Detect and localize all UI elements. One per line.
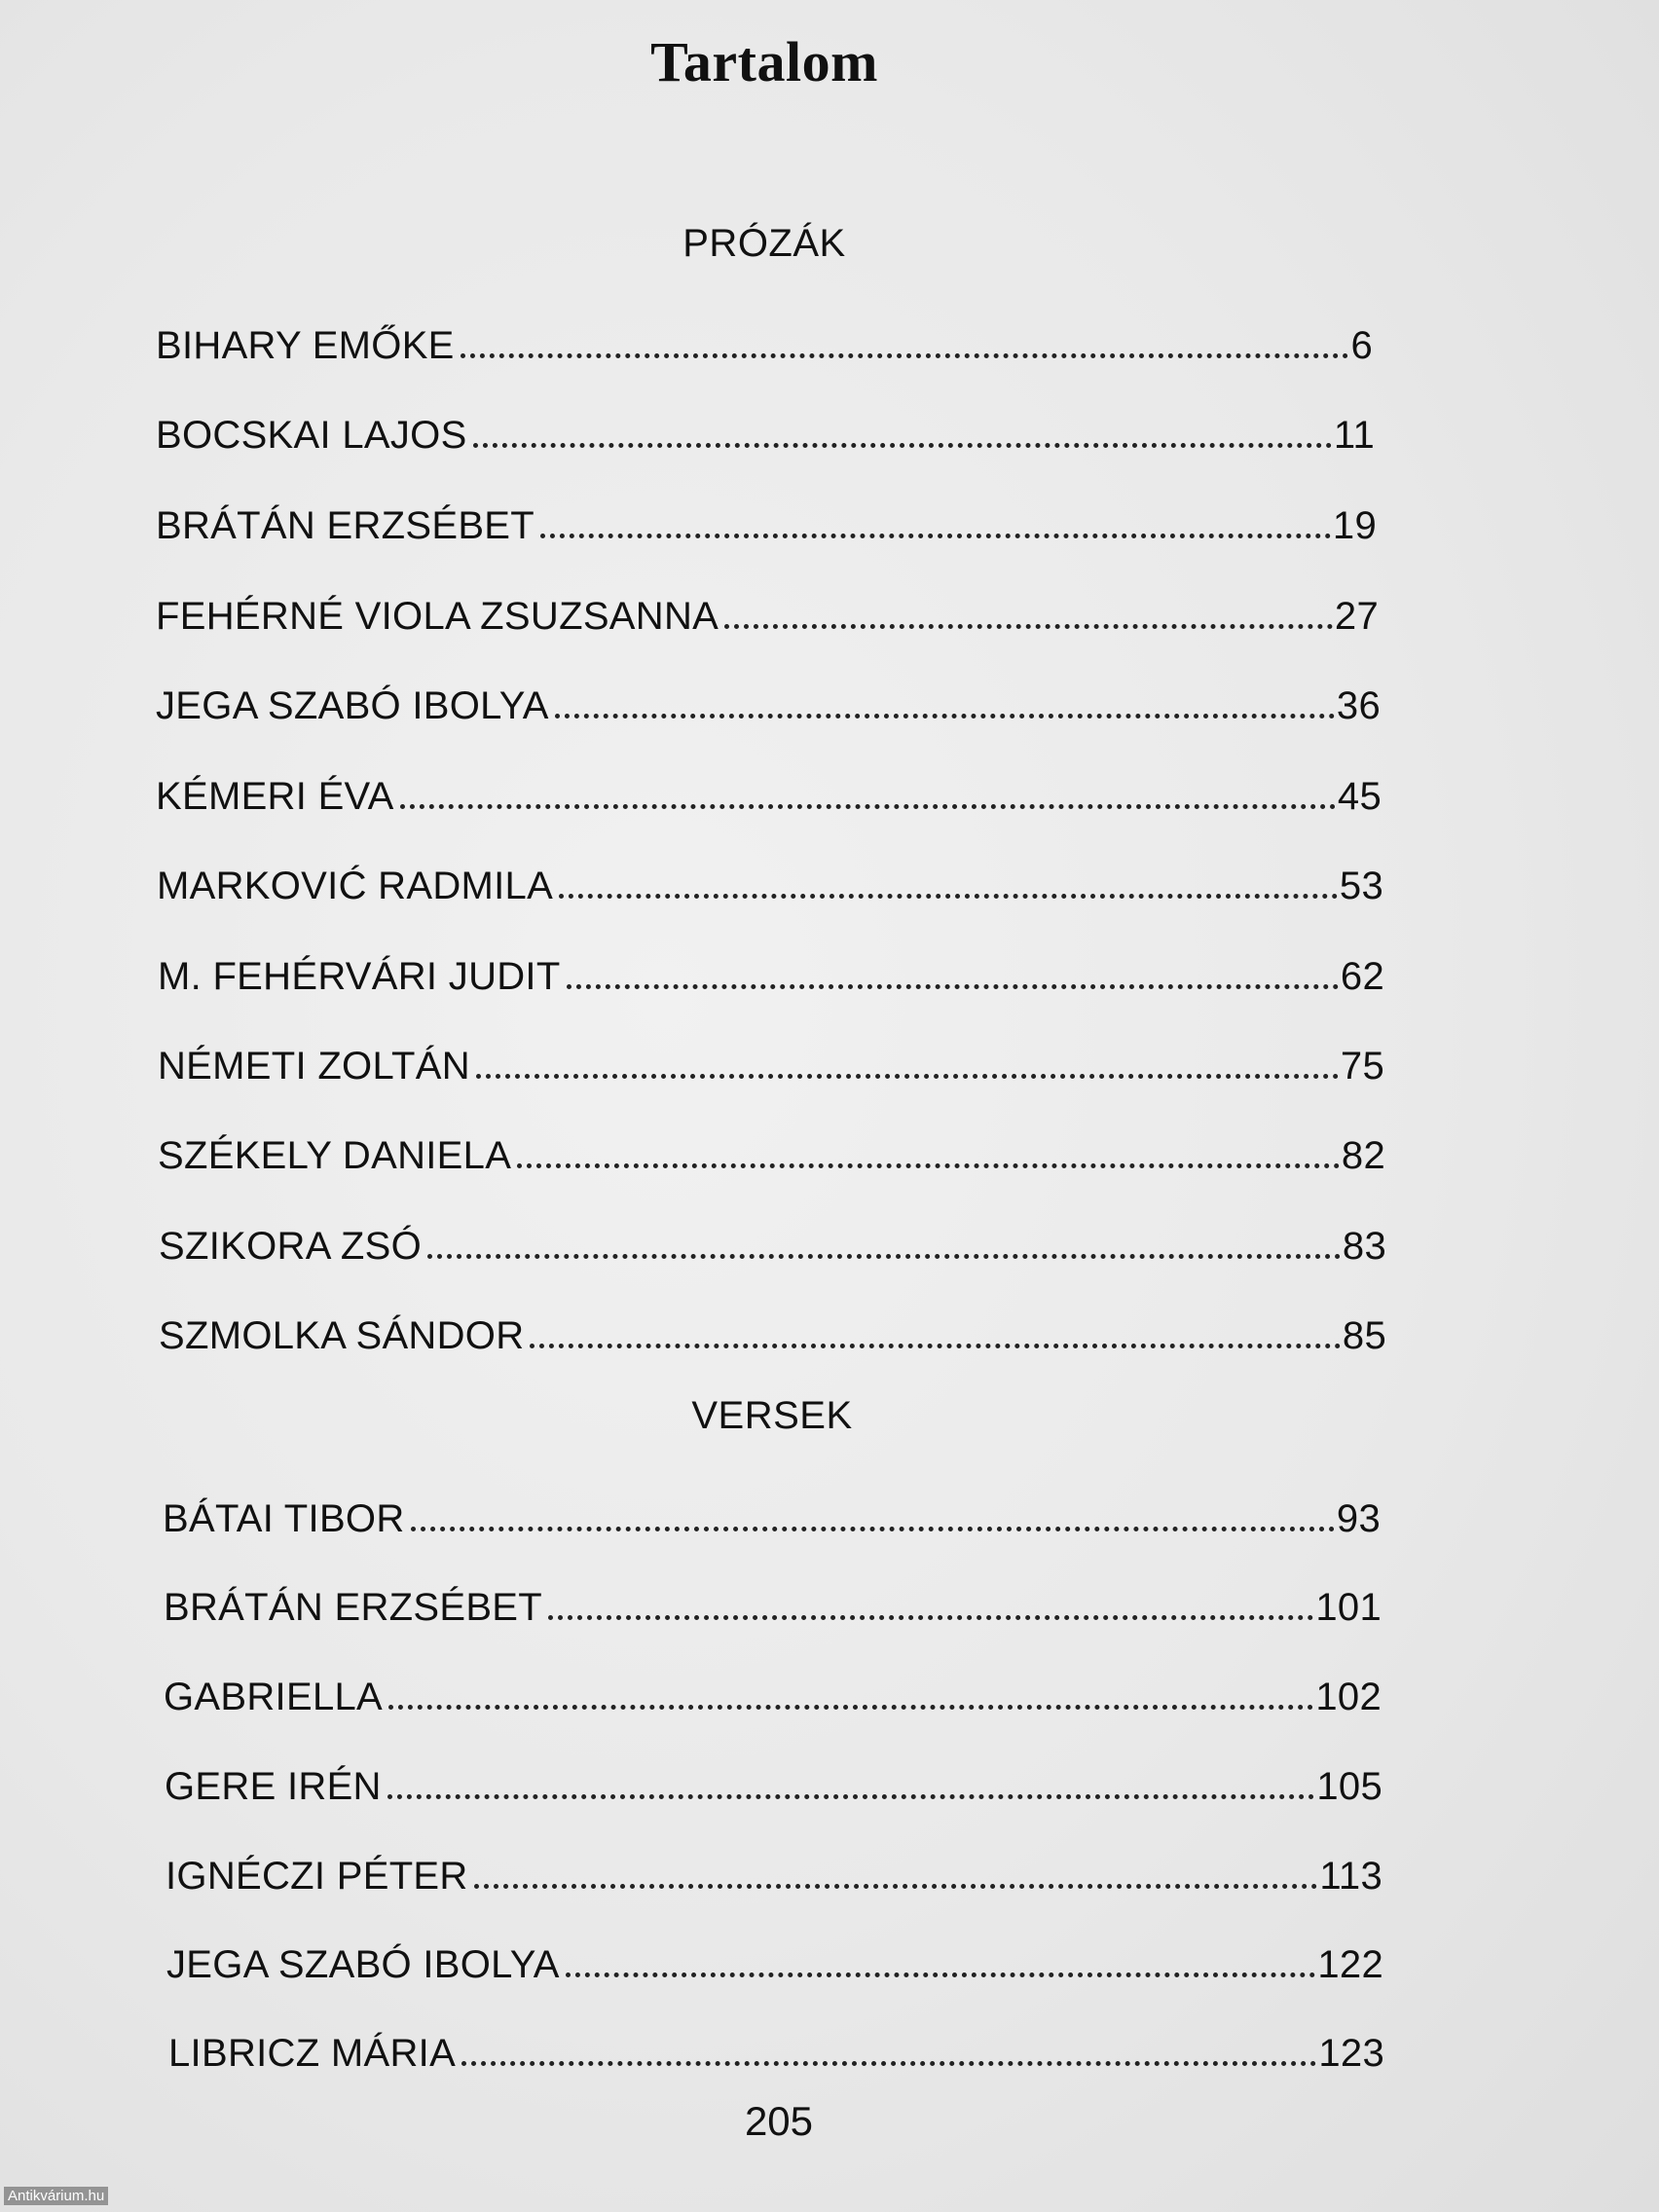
toc-entry-name: M. FEHÉRVÁRI JUDIT <box>158 955 561 998</box>
dot-leader <box>559 894 1338 899</box>
dot-leader <box>548 1615 1313 1620</box>
toc-entry-page: 83 <box>1342 1225 1386 1268</box>
toc-entry-page: 62 <box>1340 955 1384 998</box>
toc-entry-page: 11 <box>1333 414 1375 457</box>
toc-entry-page: 53 <box>1339 865 1383 907</box>
dot-leader <box>388 1705 1313 1710</box>
toc-entry-name: BRÁTÁN ERZSÉBET <box>164 1586 543 1629</box>
dot-leader <box>461 2061 1316 2066</box>
toc-entry-name: FEHÉRNÉ VIOLA ZSUZSANNA <box>156 595 719 638</box>
toc-entry-name: IGNÉCZI PÉTER <box>166 1855 468 1898</box>
toc-entry <box>166 1929 1383 1987</box>
dot-leader <box>473 443 1332 448</box>
toc-entry-name: JEGA SZABÓ IBOLYA <box>166 1943 560 1986</box>
toc-entry <box>159 1210 1386 1269</box>
toc-entry-page: 123 <box>1318 2032 1384 2075</box>
toc-entry-name: SZÉKELY DANIELA <box>158 1134 512 1177</box>
toc-entry-page: 105 <box>1316 1765 1382 1808</box>
toc-entry <box>165 1751 1382 1809</box>
toc-entry-name: JEGA SZABÓ IBOLYA <box>156 684 549 727</box>
toc-entry-name: BÁTAI TIBOR <box>163 1497 405 1540</box>
dot-leader <box>566 1972 1316 1977</box>
toc-entry-name: LIBRICZ MÁRIA <box>168 2032 457 2075</box>
toc-entry <box>156 580 1379 639</box>
section-heading-prozak: PRÓZÁK <box>682 222 846 265</box>
toc-entry-name: BIHARY EMŐKE <box>156 324 455 367</box>
toc-entry-page: 36 <box>1336 684 1381 727</box>
toc-entry-page: 93 <box>1336 1497 1381 1540</box>
toc-entry-page: 6 <box>1350 324 1373 367</box>
dot-leader <box>517 1163 1340 1168</box>
page-title: Tartalom <box>650 30 878 93</box>
toc-entry <box>156 490 1377 548</box>
toc-entry-name: BRÁTÁN ERZSÉBET <box>156 504 535 547</box>
toc-entry-page: 27 <box>1334 595 1379 638</box>
toc-entry-page: 101 <box>1315 1586 1382 1629</box>
toc-entry-name: GABRIELLA <box>164 1676 384 1718</box>
toc-entry-page: 85 <box>1342 1314 1386 1357</box>
dot-leader <box>476 1074 1339 1079</box>
dot-leader <box>474 1884 1318 1889</box>
toc-entry-name: GERE IRÉN <box>165 1765 382 1808</box>
toc-entry-page: 122 <box>1317 1943 1383 1986</box>
toc-entry <box>158 1030 1384 1088</box>
toc-entry-page: 113 <box>1319 1855 1382 1898</box>
watermark: Antikvárium.hu <box>4 2187 108 2205</box>
toc-entry <box>158 940 1384 999</box>
toc-entry-page: 75 <box>1340 1045 1384 1088</box>
dot-leader <box>567 984 1339 989</box>
toc-entry <box>157 850 1383 908</box>
section-heading-versek: VERSEK <box>691 1394 853 1437</box>
toc-entry <box>164 1661 1382 1719</box>
dot-leader <box>461 353 1349 358</box>
toc-entry <box>168 2017 1384 2076</box>
toc-entry <box>158 1120 1385 1178</box>
toc-entry <box>163 1483 1381 1541</box>
toc-entry-page: 102 <box>1315 1676 1382 1718</box>
dot-leader <box>540 534 1331 538</box>
toc-entry-page: 19 <box>1332 504 1377 547</box>
page-number: 205 <box>744 2098 814 2144</box>
toc-entry <box>159 1300 1386 1358</box>
toc-entry <box>156 310 1373 368</box>
dot-leader <box>400 804 1336 809</box>
dot-leader <box>387 1794 1315 1799</box>
toc-entry-name: NÉMETI ZOLTÁN <box>158 1045 470 1088</box>
dot-leader <box>411 1527 1335 1531</box>
toc-entry-page: 82 <box>1341 1134 1385 1177</box>
toc-entry <box>156 399 1375 458</box>
dot-leader <box>427 1254 1341 1259</box>
toc-entry-name: BOCSKAI LAJOS <box>156 414 467 457</box>
toc-entry-name: SZIKORA ZSÓ <box>159 1225 423 1268</box>
toc-entry-page: 45 <box>1337 775 1382 818</box>
toc-entry <box>156 670 1381 728</box>
dot-leader <box>724 624 1333 629</box>
dot-leader <box>530 1344 1341 1348</box>
toc-entry <box>166 1840 1382 1899</box>
toc-entry-name: MARKOVIĆ RADMILA <box>157 865 554 907</box>
toc-entry-name: SZMOLKA SÁNDOR <box>159 1314 525 1357</box>
toc-entry <box>164 1571 1382 1630</box>
toc-entry <box>156 760 1382 819</box>
toc-entry-name: KÉMERI ÉVA <box>156 775 394 818</box>
dot-leader <box>555 714 1335 719</box>
